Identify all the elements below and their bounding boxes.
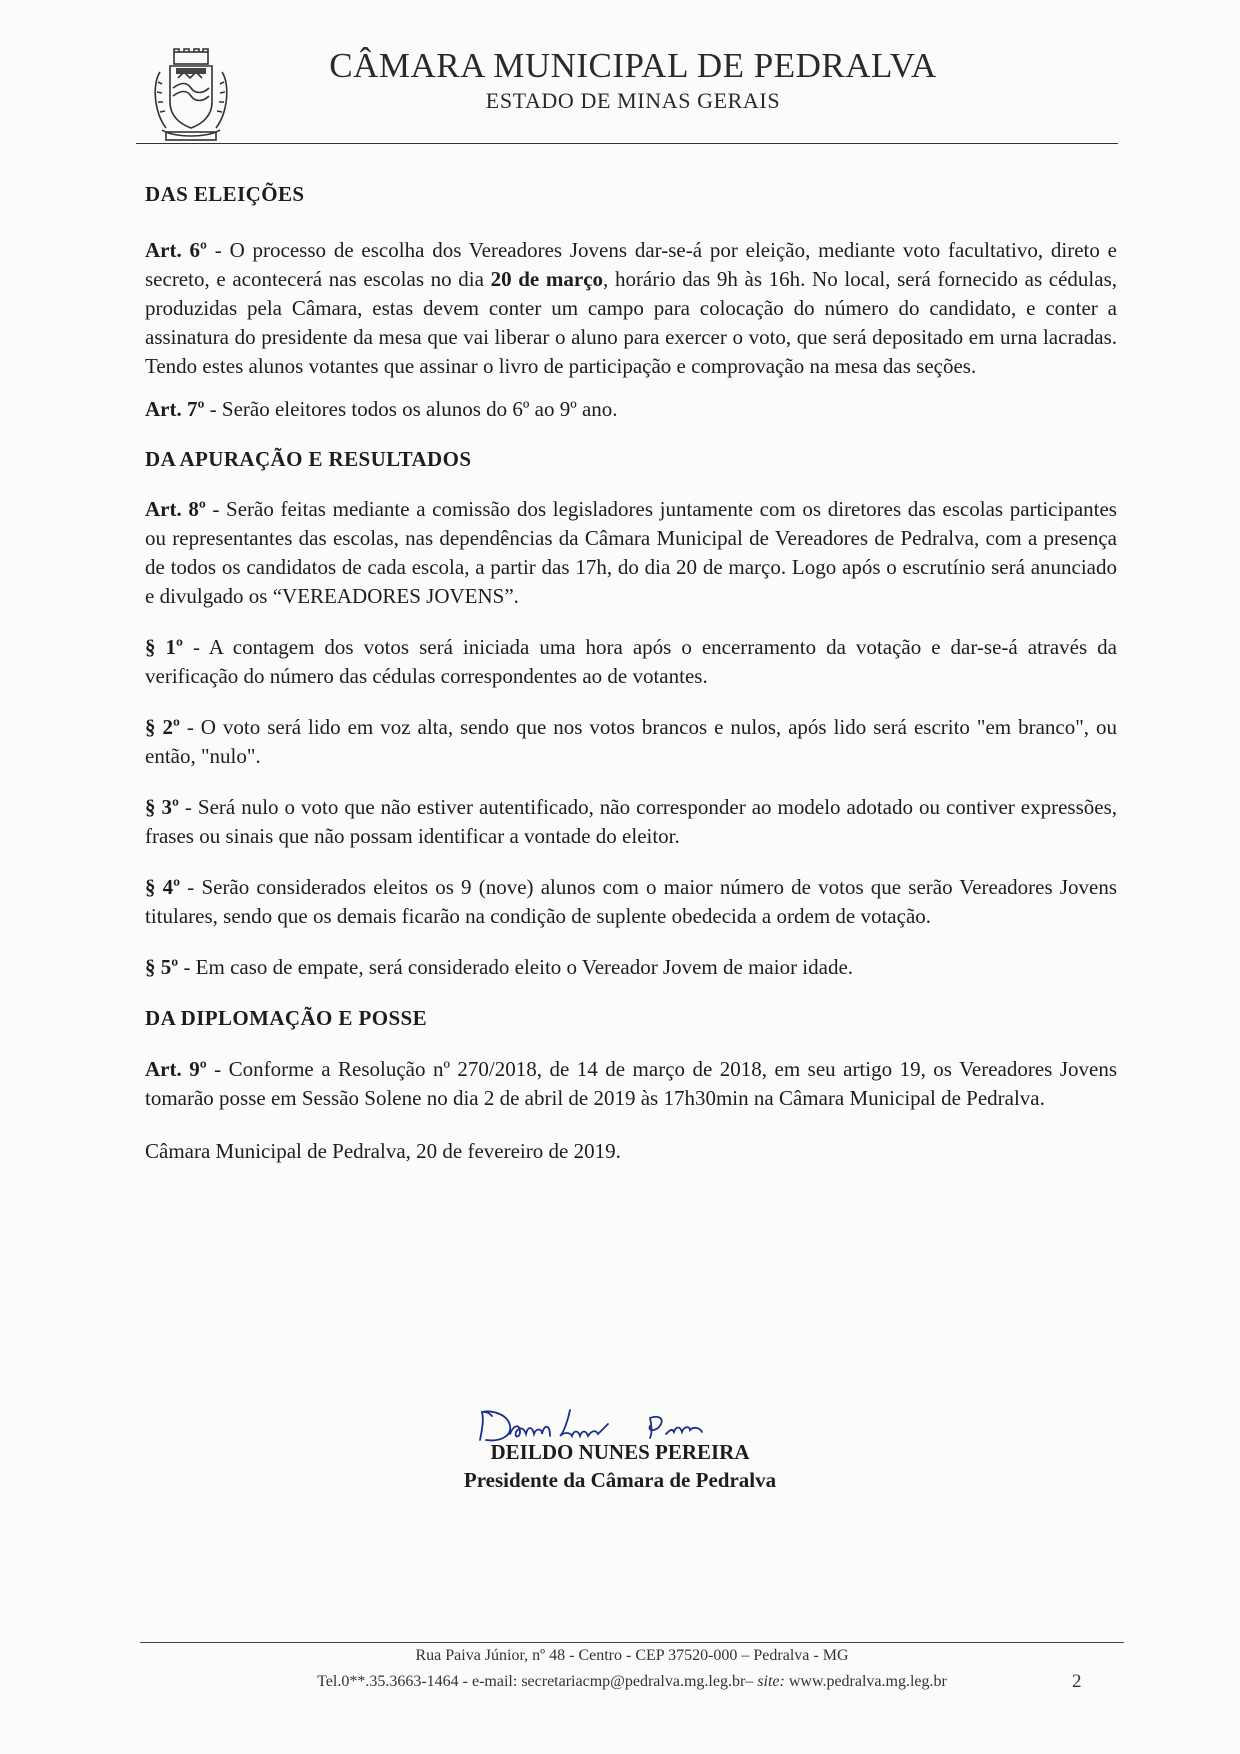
paragraph-label: § 1º bbox=[145, 635, 183, 659]
article-8 bbox=[145, 495, 1117, 611]
article-text: - O processo de escolha dos Vereadores Jovens dar-se-á por eleição, mediante voto facultativo, direto e secreto, e acontecerá nas escolas no dia bbox=[145, 238, 1117, 291]
paragraph-label: § 4º bbox=[145, 875, 181, 899]
paragraph-4 bbox=[145, 873, 1117, 931]
paragraph-label: § 3º bbox=[145, 795, 179, 819]
section-heading-eleicoes: DAS ELEIÇÕES bbox=[145, 182, 305, 206]
paragraph-label: § 5º bbox=[145, 955, 179, 979]
section-heading-diplomacao: DA DIPLOMAÇÃO E POSSE bbox=[145, 1006, 428, 1030]
signer-role: Presidente da Câmara de Pedralva bbox=[463, 1468, 777, 1492]
article-emphasis: 20 de março bbox=[490, 267, 604, 291]
footer-site-url: www.pedralva.mg.leg.br bbox=[784, 1673, 947, 1690]
article-text: - Serão feitas mediante a comissão dos legisladores juntamente com os diretores das escolas participantes ou representantes das escolas, nas dependências da Câmara Municipal de Vereadores de Pedralva, com a presença de todos os candidatos de cada escola, a partir das 17h, do dia 20 de março. Logo após o escrutínio será anunciado e divulgado os “VEREADORES JOVENS”. bbox=[145, 497, 1117, 608]
signer-name: DEILDO NUNES PEREIRA bbox=[490, 1440, 750, 1464]
section-heading-apuracao: DA APURAÇÃO E RESULTADOS bbox=[145, 447, 472, 471]
article-6 bbox=[145, 236, 1117, 381]
paragraph-text: - O voto será lido em voz alta, sendo que nos votos brancos e nulos, após lido será escrito "em branco", ou então, "nulo". bbox=[145, 715, 1117, 768]
article-9 bbox=[145, 1055, 1117, 1113]
footer-site-label: site: bbox=[757, 1673, 785, 1690]
paragraph-text: - Serão considerados eleitos os 9 (nove) alunos com o maior número de votos que serão Vereadores Jovens titulares, sendo que os demais ficarão na condição de suplente obedecida a ordem de votação. bbox=[145, 875, 1118, 928]
article-text: , horário das 9h às 16h. No local, será fornecido as cédulas, produzidas pela Câmara, estas devem conter um campo para colocação do número do candidato, e conter a assinatura do presidente da mesa que vai liberar o aluno para exercer o voto, que será depositado em urna lacradas. Tendo estes alunos votantes que assinar o livro de participação e comprovação na mesa das seções. bbox=[145, 267, 1117, 378]
paragraph-5 bbox=[145, 953, 1117, 982]
municipal-coat-of-arms-icon bbox=[148, 48, 234, 144]
footer-contact bbox=[140, 1673, 1124, 1691]
article-label: Art. 8º bbox=[145, 497, 206, 521]
paragraph-2 bbox=[145, 713, 1117, 771]
article-text: - Conforme a Resolução nº 270/2018, de 14 de março de 2018, em seu artigo 19, os Vereadores Jovens tomarão posse em Sessão Solene no dia 2 de abril de 2019 às 17h30min na Câmara Municipal de Pedralva. bbox=[145, 1057, 1117, 1110]
footer-divider bbox=[140, 1642, 1124, 1643]
document-body bbox=[145, 178, 1117, 1166]
article-7 bbox=[145, 395, 1117, 424]
article-label: Art. 7º bbox=[145, 397, 205, 421]
footer-contact-text: Tel.0**.35.3663-1464 - e-mail: secretariacmp@pedralva.mg.leg.br– bbox=[317, 1673, 758, 1690]
paragraph-3 bbox=[145, 793, 1117, 851]
article-label: Art. 6º bbox=[145, 238, 207, 262]
footer-address: Rua Paiva Júnior, nº 48 - Centro - CEP 37520-000 – Pedralva - MG bbox=[415, 1647, 849, 1664]
letterhead bbox=[138, 44, 1120, 148]
paragraph-text: - A contagem dos votos será iniciada uma hora após o encerramento da votação e dar-se-á através da verificação do número das cédulas correspondentes ao de votantes. bbox=[145, 635, 1117, 688]
paragraph-text: - Será nulo o voto que não estiver autentificado, não corresponder ao modelo adotado ou contiver expressões, frases ou sinais que não possam identificar a vontade do eleitor. bbox=[145, 795, 1117, 848]
article-label: Art. 9º bbox=[145, 1057, 207, 1081]
article-text: - Serão eleitores todos os alunos do 6º ao 9º ano. bbox=[204, 397, 618, 421]
document-title: CÂMARA MUNICIPAL DE PEDRALVA bbox=[329, 46, 937, 85]
place-and-date: Câmara Municipal de Pedralva, 20 de fevereiro de 2019. bbox=[145, 1139, 621, 1163]
document-subtitle: ESTADO DE MINAS GERAIS bbox=[485, 88, 781, 113]
paragraph-text: - Em caso de empate, será considerado eleito o Vereador Jovem de maior idade. bbox=[178, 955, 854, 979]
page-number: 2 bbox=[1072, 1671, 1082, 1692]
header-divider bbox=[136, 143, 1118, 144]
paragraph-label: § 2º bbox=[145, 715, 180, 739]
paragraph-1 bbox=[145, 633, 1117, 691]
